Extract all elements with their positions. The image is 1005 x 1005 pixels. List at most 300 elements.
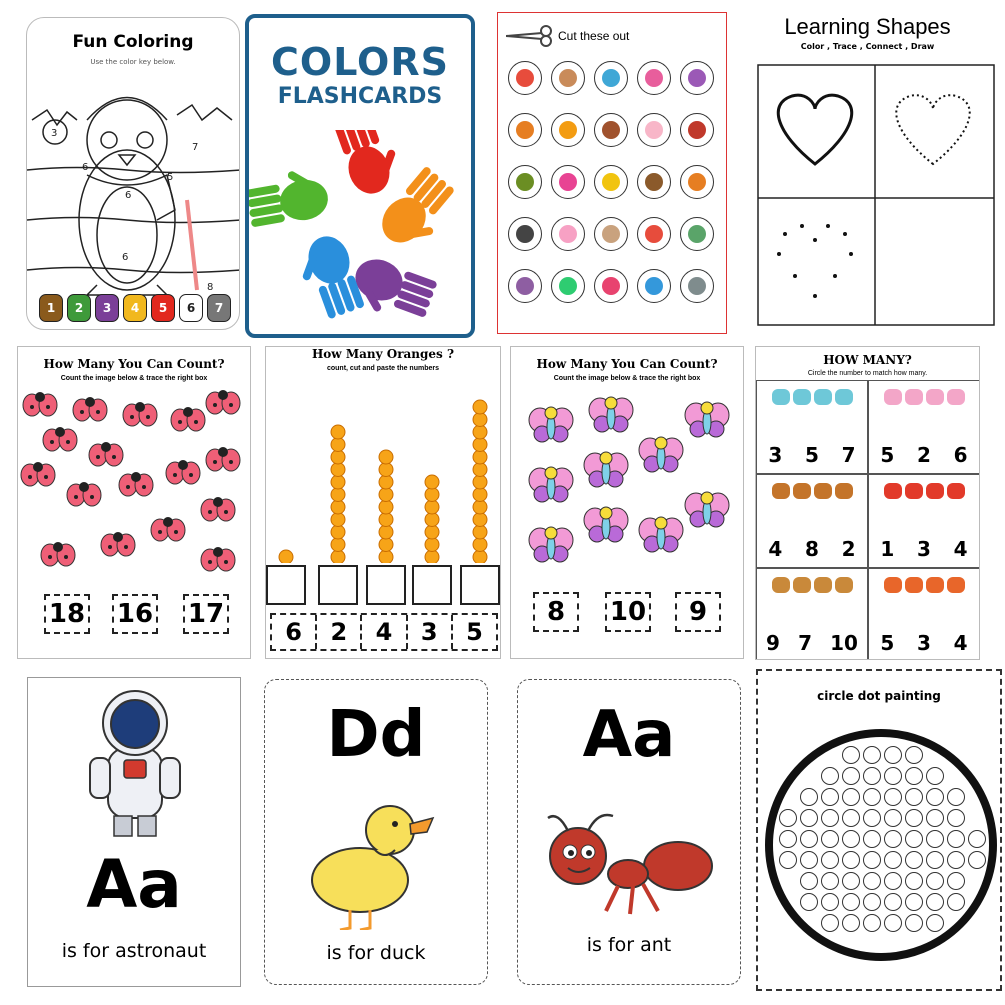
color-key-swatch: 2 [67, 294, 91, 322]
sticker-image [645, 173, 663, 191]
butterfly [529, 467, 573, 502]
paint-dot [906, 768, 923, 785]
sticker-circle[interactable] [508, 61, 542, 95]
sticker-circle[interactable] [508, 217, 542, 251]
orange [379, 488, 393, 502]
paint-dot [843, 768, 860, 785]
counting-object [772, 389, 790, 405]
svg-text:8: 8 [207, 282, 214, 293]
paint-dot [801, 852, 818, 869]
dot-painting-card[interactable] [756, 669, 1002, 991]
cut-number[interactable]: 6 [272, 615, 317, 649]
butterfly [685, 492, 729, 527]
astronaut-caption: is for astronaut [61, 940, 207, 962]
duck-caption: is for duck [326, 942, 426, 964]
paint-dot [948, 852, 965, 869]
fun-coloring-subtitle: Use the color key below. [90, 58, 176, 66]
paint-dot [801, 810, 818, 827]
paint-dot [843, 810, 860, 827]
sticker-circle[interactable] [508, 113, 542, 147]
color-key-swatch: 1 [39, 294, 63, 322]
how-many-pictures [877, 389, 971, 429]
paint-dot [906, 810, 923, 827]
ladybug [101, 532, 135, 556]
sticker-image [516, 225, 534, 243]
orange [379, 538, 393, 552]
paint-dot [864, 873, 881, 890]
orange [425, 475, 439, 489]
counting-object [814, 389, 832, 405]
ladybug-answer-2[interactable]: 16 [112, 594, 158, 634]
color-key-swatch: 3 [95, 294, 119, 322]
orange [425, 513, 439, 527]
sticker-image [516, 277, 534, 295]
paint-dot [885, 852, 902, 869]
paint-dot [906, 789, 923, 806]
paint-dot [843, 789, 860, 806]
number-strip [270, 613, 498, 651]
sticker-circle[interactable] [551, 113, 585, 147]
counting-object [884, 577, 902, 593]
color-key-swatch: 6 [179, 294, 203, 322]
how-many-option[interactable]: 5 [805, 443, 819, 467]
paint-dot [927, 894, 944, 911]
paint-dot [927, 789, 944, 806]
sticker-circle[interactable] [551, 217, 585, 251]
oranges-title: How Many Oranges ? [311, 347, 455, 361]
orange [331, 425, 345, 439]
counting-object [835, 483, 853, 499]
paint-dot [801, 873, 818, 890]
hand-print [249, 164, 331, 229]
sticker-circle[interactable] [551, 269, 585, 303]
fun-coloring-card[interactable] [26, 17, 240, 330]
how-many-option[interactable]: 4 [953, 631, 968, 655]
counting-object [835, 389, 853, 405]
orange [425, 538, 439, 552]
how-many-option[interactable]: 6 [953, 443, 968, 467]
paint-dot [843, 747, 860, 764]
paint-dot [864, 768, 881, 785]
paint-dot [948, 894, 965, 911]
ladybugs-area [18, 385, 251, 585]
orange [331, 438, 345, 452]
how-many-grid [756, 380, 980, 660]
sticker-image [688, 277, 706, 295]
cut-number[interactable]: 3 [408, 615, 453, 649]
svg-text:6: 6 [125, 190, 132, 201]
ladybug [41, 542, 75, 566]
orange [473, 538, 487, 552]
paint-dot [864, 852, 881, 869]
orange [379, 513, 393, 527]
hand-print [331, 130, 407, 199]
duck-illustration [265, 790, 488, 930]
duck-card[interactable] [264, 679, 488, 985]
fun-coloring-title: Fun Coloring [72, 32, 194, 52]
sticker-image [559, 173, 577, 191]
how-many-option[interactable]: 5 [880, 631, 895, 655]
sticker-circle[interactable] [680, 165, 714, 199]
paint-dot [801, 831, 818, 848]
paint-dot [822, 789, 839, 806]
counting-object [926, 577, 944, 593]
ant-letters: Aa [582, 698, 676, 772]
orange-stacks [266, 373, 501, 563]
butterflies-area [511, 385, 744, 585]
orange [279, 550, 293, 563]
cut-out-card[interactable] [497, 12, 727, 334]
paint-dot [801, 894, 818, 911]
sticker-image [602, 121, 620, 139]
counting-object [884, 389, 902, 405]
svg-text:5: 5 [167, 172, 174, 183]
paint-dot [885, 873, 902, 890]
sticker-image [516, 173, 534, 191]
counting-object [793, 389, 811, 405]
sticker-circle[interactable] [594, 165, 628, 199]
orange [473, 463, 487, 477]
paint-dot [927, 768, 944, 785]
paint-dot [822, 810, 839, 827]
sticker-image [602, 69, 620, 87]
ant-illustration [518, 806, 741, 926]
how-many-card[interactable] [755, 346, 980, 660]
orange [379, 463, 393, 477]
scissors-icon [506, 25, 556, 47]
counting-object [905, 389, 923, 405]
sticker-circle[interactable] [637, 113, 671, 147]
counting-object [926, 389, 944, 405]
sticker-image [516, 121, 534, 139]
dot-painting-title: circle dot painting [817, 689, 941, 703]
paint-dot [885, 789, 902, 806]
how-many-option[interactable]: 1 [880, 537, 895, 561]
orange [473, 400, 487, 414]
how-many-pictures [765, 483, 859, 523]
paint-dot [906, 915, 923, 932]
sticker-image [688, 173, 706, 191]
how-many-option[interactable]: 3 [768, 443, 783, 467]
color-key [39, 294, 231, 322]
paint-dot [822, 915, 839, 932]
sticker-circle[interactable] [508, 165, 542, 199]
oranges-card[interactable] [265, 346, 501, 659]
paint-dot [864, 747, 881, 764]
counting-object [835, 577, 853, 593]
paint-dot [801, 789, 818, 806]
sticker-circle[interactable] [508, 269, 542, 303]
sticker-circle[interactable] [680, 61, 714, 95]
paint-dot [885, 831, 902, 848]
ladybug [23, 392, 57, 416]
how-many-option[interactable]: 8 [805, 537, 819, 561]
how-many-cell [756, 380, 868, 474]
sticker-circle[interactable] [680, 113, 714, 147]
paint-dot [927, 831, 944, 848]
butterfly [584, 452, 628, 487]
orange [425, 500, 439, 514]
sticker-image [602, 225, 620, 243]
butterfly-answer-1[interactable]: 8 [533, 592, 579, 632]
orange [473, 513, 487, 527]
sticker-circle[interactable] [680, 217, 714, 251]
learning-shapes-subtitle: Color , Trace , Connect , Draw [800, 42, 935, 51]
paint-dot [822, 894, 839, 911]
sticker-circle[interactable] [637, 61, 671, 95]
count-ladybugs-card[interactable] [17, 346, 251, 659]
ladybug [119, 472, 153, 496]
paint-dot [780, 852, 797, 869]
sticker-circle[interactable] [551, 165, 585, 199]
ladybug [151, 517, 185, 541]
sticker-image [559, 121, 577, 139]
how-many-cell [868, 474, 980, 568]
counting-object [947, 483, 965, 499]
ladybug [89, 442, 123, 466]
butterfly [685, 402, 729, 437]
color-key-swatch: 7 [207, 294, 231, 322]
paint-dot [885, 894, 902, 911]
cut-number[interactable]: 2 [317, 615, 362, 649]
orange [379, 450, 393, 464]
astronaut-letters: Aa [86, 846, 182, 923]
paint-dot [927, 915, 944, 932]
orange [473, 450, 487, 464]
orange [331, 513, 345, 527]
paste-box[interactable] [460, 565, 500, 605]
counting-object [814, 483, 832, 499]
cut-out-title: Cut these out [558, 29, 630, 43]
butterfly [529, 527, 573, 562]
sticker-image [688, 121, 706, 139]
paint-dot [843, 894, 860, 911]
how-many-cell [756, 568, 868, 660]
colors-flashcards-card[interactable] [245, 14, 475, 338]
counting-object [926, 483, 944, 499]
cut-number[interactable]: 4 [362, 615, 407, 649]
orange [379, 500, 393, 514]
sticker-image [602, 173, 620, 191]
how-many-option[interactable]: 4 [953, 537, 968, 561]
counting-object [793, 483, 811, 499]
ant-caption: is for ant [586, 934, 672, 956]
duck-letters: Dd [326, 698, 426, 772]
counting-object [884, 483, 902, 499]
how-many-option[interactable]: 3 [917, 631, 931, 655]
orange [473, 475, 487, 489]
count-butterflies-card[interactable] [510, 346, 744, 659]
paint-dot [843, 852, 860, 869]
flashcards-line2: FLASHCARDS [277, 84, 443, 109]
sticker-circle[interactable] [594, 113, 628, 147]
how-many-pictures [765, 577, 859, 617]
ladybug [67, 482, 101, 506]
sticker-circle[interactable] [637, 269, 671, 303]
orange [425, 525, 439, 539]
paint-dot [843, 831, 860, 848]
paint-dot [843, 873, 860, 890]
heart-dotted [896, 95, 969, 164]
orange [473, 413, 487, 427]
ant-card[interactable] [517, 679, 741, 985]
paint-dot [948, 810, 965, 827]
oranges-subtitle: count, cut and paste the numbers [326, 365, 439, 372]
ladybug [123, 402, 157, 426]
paint-dot [864, 810, 881, 827]
counting-object [793, 577, 811, 593]
sticker-circle[interactable] [594, 61, 628, 95]
learning-shapes-title: Learning Shapes [784, 14, 951, 39]
how-many-option[interactable]: 9 [766, 631, 780, 655]
ladybug [43, 427, 77, 451]
ladybug [73, 397, 107, 421]
sticker-circle[interactable] [680, 269, 714, 303]
hands-illustration [249, 130, 471, 330]
svg-text:7: 7 [192, 142, 199, 153]
how-many-option[interactable]: 2 [917, 443, 931, 467]
ladybug [206, 390, 240, 414]
how-many-pictures [877, 483, 971, 523]
paste-box[interactable] [318, 565, 358, 605]
paint-dot [885, 768, 902, 785]
sticker-image [645, 225, 663, 243]
astronaut-illustration [28, 688, 241, 838]
orange [331, 475, 345, 489]
how-many-option[interactable]: 3 [917, 537, 931, 561]
how-many-cell [868, 380, 980, 474]
sticker-image [602, 277, 620, 295]
paint-dot [906, 831, 923, 848]
how-many-option[interactable]: 7 [841, 443, 856, 467]
paint-dot [822, 873, 839, 890]
sticker-image [516, 69, 534, 87]
sticker-image [559, 69, 577, 87]
paint-dot [864, 789, 881, 806]
paint-dot [969, 831, 986, 848]
orange [331, 525, 345, 539]
paint-dot [885, 810, 902, 827]
paint-dot [780, 810, 797, 827]
paste-box[interactable] [266, 565, 306, 605]
orange [331, 488, 345, 502]
sticker-circle[interactable] [551, 61, 585, 95]
ladybugs-subtitle: Count the image below & trace the right box [60, 375, 208, 382]
sticker-circle[interactable] [637, 217, 671, 251]
color-key-swatch: 4 [123, 294, 147, 322]
astronaut-card[interactable] [27, 677, 241, 987]
heart-solid [778, 95, 851, 164]
sticker-image [559, 225, 577, 243]
learning-shapes-card[interactable] [740, 12, 995, 332]
how-many-pictures [877, 577, 971, 617]
sticker-image [559, 277, 577, 295]
paint-dot [864, 831, 881, 848]
paint-dot [822, 852, 839, 869]
butterflies-subtitle: Count the image below & trace the right box [553, 375, 701, 382]
cut-number[interactable]: 5 [466, 618, 483, 646]
heart-dots [777, 224, 853, 298]
butterfly [639, 437, 683, 472]
sticker-image [645, 69, 663, 87]
orange [473, 438, 487, 452]
ladybug [206, 447, 240, 471]
stickers-grid [508, 61, 718, 331]
paint-dot [927, 852, 944, 869]
svg-text:6: 6 [82, 162, 89, 173]
ladybug-answer-3[interactable]: 17 [183, 594, 229, 634]
counting-object [947, 577, 965, 593]
paint-dot [843, 915, 860, 932]
how-many-subtitle: Circle the number to match how many. [807, 370, 928, 377]
ladybugs-title: How Many You Can Count? [43, 357, 225, 371]
butterfly-answer-2[interactable]: 10 [605, 592, 651, 632]
svg-text:3: 3 [51, 128, 58, 139]
counting-object [947, 389, 965, 405]
sticker-image [688, 69, 706, 87]
orange [473, 525, 487, 539]
orange [473, 425, 487, 439]
orange [473, 500, 487, 514]
how-many-cell [756, 474, 868, 568]
paint-dot [864, 894, 881, 911]
how-many-option[interactable]: 2 [841, 537, 856, 561]
flashcards-line1: COLORS [271, 40, 449, 84]
sticker-circle[interactable] [637, 165, 671, 199]
ladybug-answer-1[interactable]: 18 [44, 594, 90, 634]
how-many-option[interactable]: 5 [880, 443, 895, 467]
paint-dot [864, 915, 881, 932]
paint-dot [948, 831, 965, 848]
ladybug [21, 462, 55, 486]
orange [331, 538, 345, 552]
paint-dot [885, 915, 902, 932]
paint-dot [906, 894, 923, 911]
paint-dot [969, 852, 986, 869]
butterfly [529, 407, 573, 442]
color-key-swatch: 5 [151, 294, 175, 322]
paste-box[interactable] [366, 565, 406, 605]
paint-dot [927, 873, 944, 890]
paint-dot [948, 873, 965, 890]
ladybug [171, 407, 205, 431]
counting-object [905, 577, 923, 593]
how-many-title: HOW MANY? [823, 353, 912, 367]
orange [379, 525, 393, 539]
sticker-circle[interactable] [594, 217, 628, 251]
ladybug [166, 460, 200, 484]
sticker-image [645, 277, 663, 295]
paint-dot [927, 810, 944, 827]
counting-object [905, 483, 923, 499]
penguin-illustration [27, 70, 240, 300]
how-many-option[interactable]: 7 [798, 631, 812, 655]
orange [331, 463, 345, 477]
paint-dot [906, 852, 923, 869]
how-many-option[interactable]: 4 [768, 537, 783, 561]
orange [331, 450, 345, 464]
butterfly-answer-3[interactable]: 9 [675, 592, 721, 632]
ladybug [201, 547, 235, 571]
orange [425, 488, 439, 502]
sticker-circle[interactable] [594, 269, 628, 303]
butterfly [639, 517, 683, 552]
how-many-option[interactable]: 10 [830, 631, 858, 655]
butterfly [589, 397, 633, 432]
how-many-cell [868, 568, 980, 660]
svg-text:6: 6 [122, 252, 129, 263]
paste-box[interactable] [412, 565, 452, 605]
